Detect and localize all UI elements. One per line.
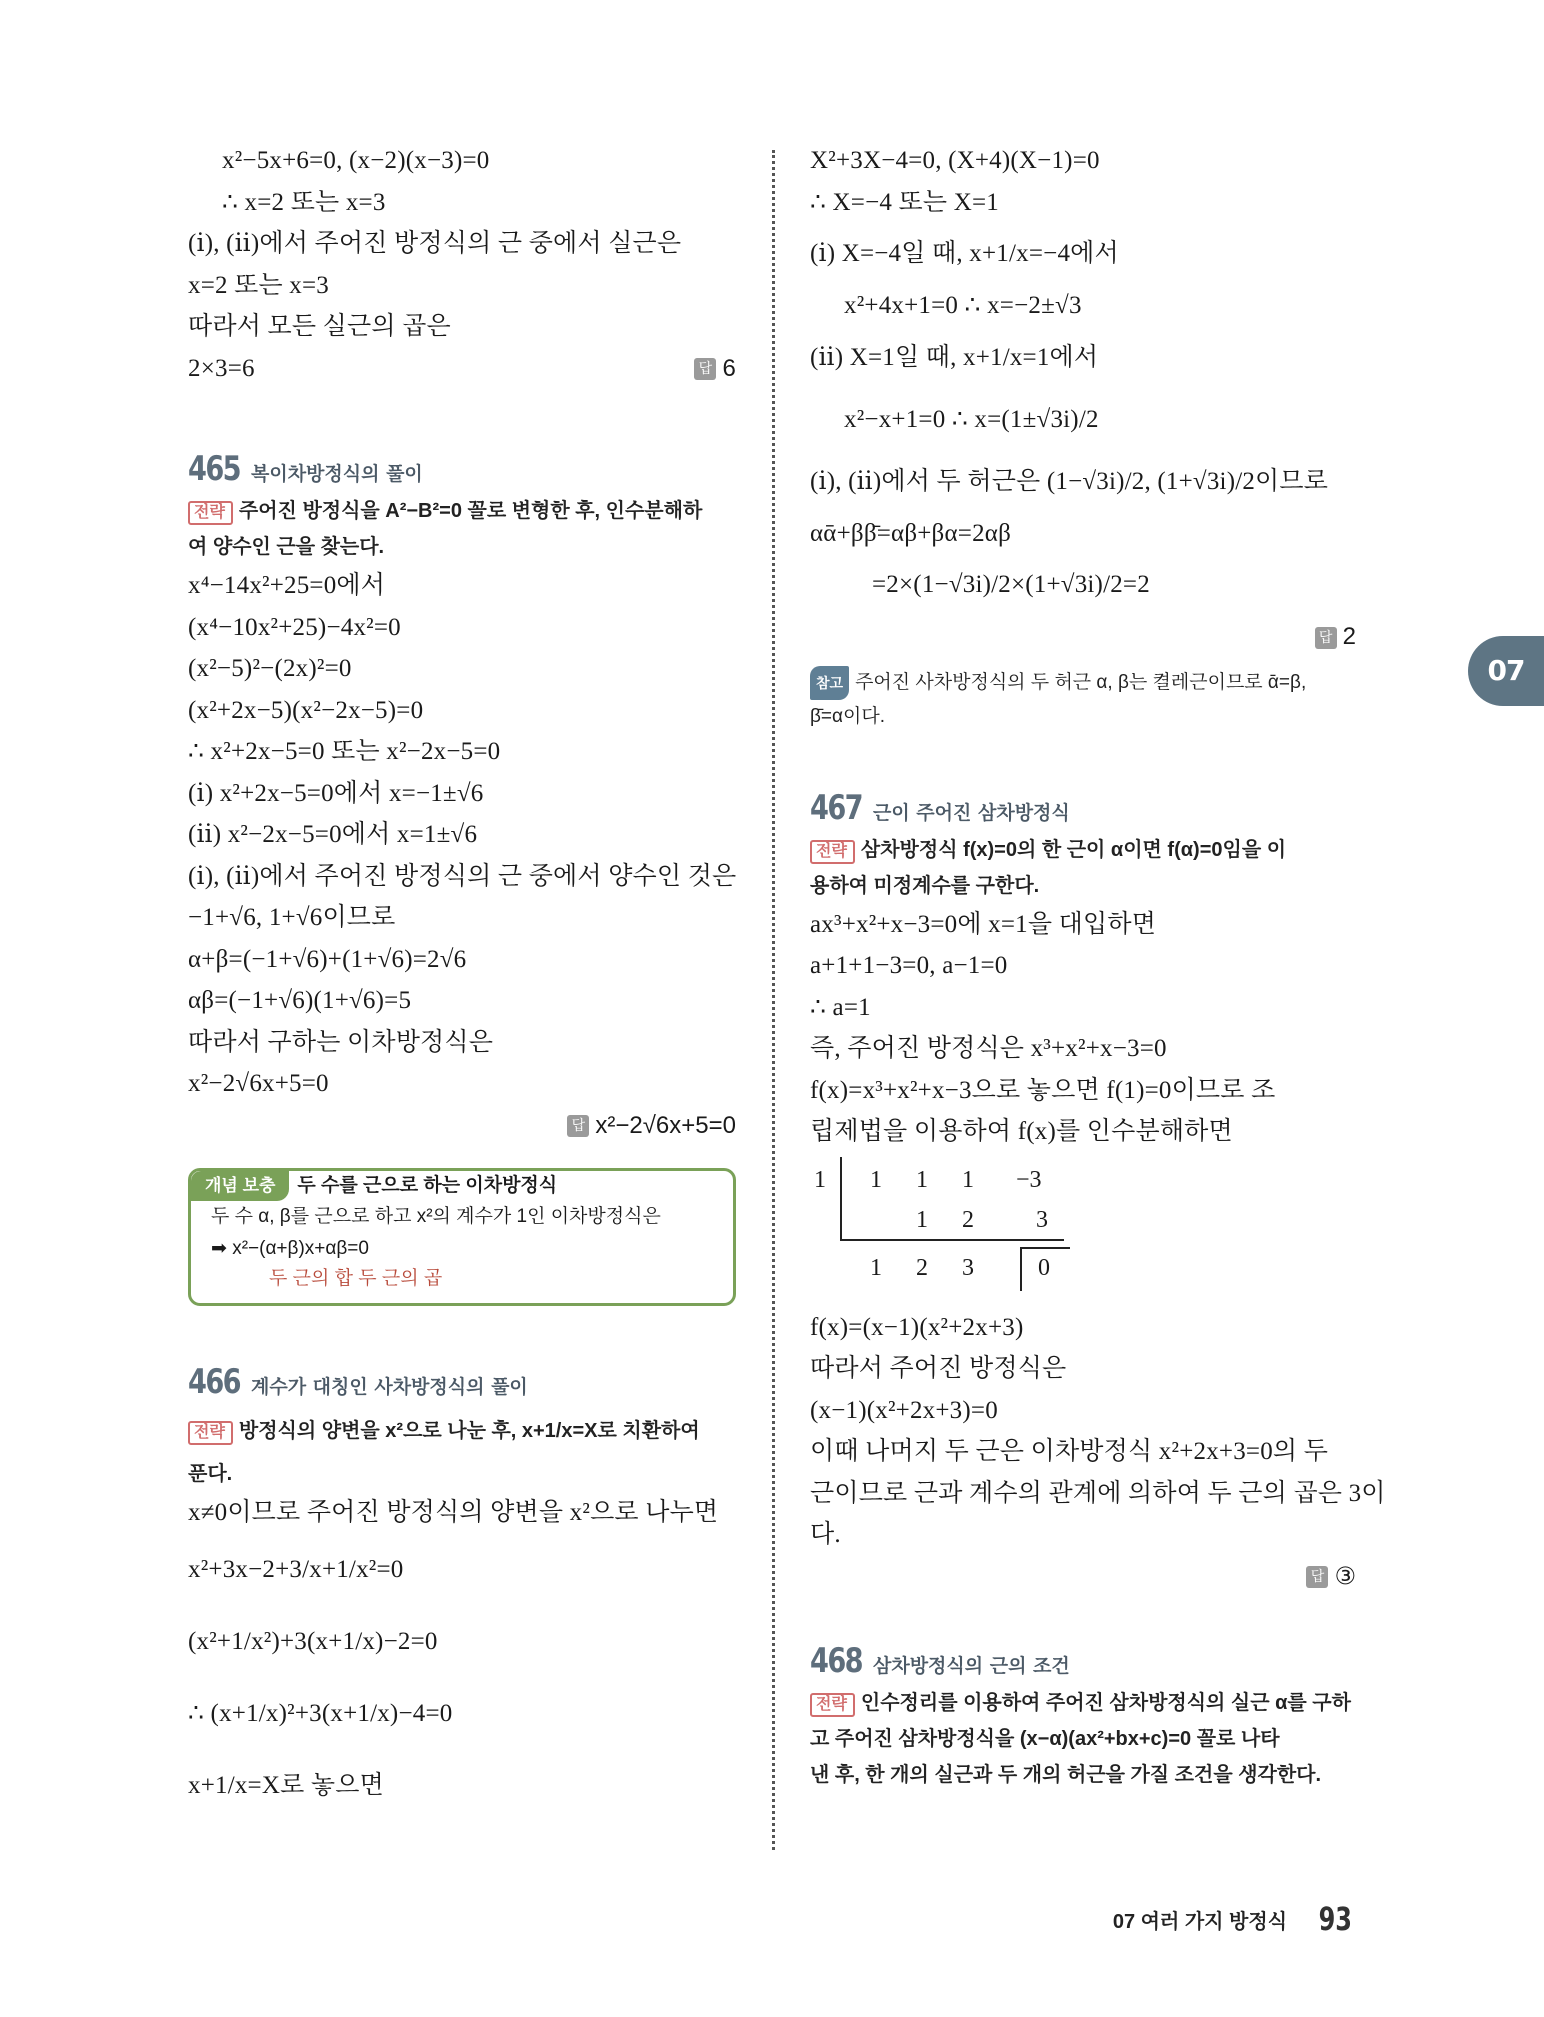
strategy-line: 낸 후, 한 개의 실근과 두 개의 허근을 가질 조건을 생각한다.: [810, 1764, 1322, 1786]
problem-number: 468: [810, 1641, 862, 1681]
concept-header: [191, 1171, 713, 1201]
text-line: (x²+2x−5)(x²−2x−5)=0: [188, 696, 424, 724]
strategy-line: 용하여 미정계수를 구한다.: [810, 874, 1040, 897]
synthetic-division: [810, 1157, 1356, 1307]
syn-cell: 1: [870, 1166, 882, 1193]
text-line-content: 2×3=6: [188, 354, 255, 382]
text-line: =2×(1−√3i)/2×(1+√3i)/2=2: [872, 571, 1150, 598]
right-column: [810, 140, 1386, 1793]
answer-value: ③: [1334, 1562, 1356, 1590]
problem-number: 467: [810, 787, 862, 828]
text-line: ∴ a=1: [810, 993, 871, 1021]
note-line: β̄=α이다.: [810, 705, 885, 727]
answer-466: [810, 616, 1356, 658]
text-line: x²+3x−2+3/x+1/x²=0: [188, 1555, 404, 1583]
strategy-tag: 전략: [188, 1421, 233, 1445]
text-line: (ⅰ), (ⅱ)에서 두 허근은 (1−√3i)/2, (1+√3i)/2이므로: [810, 467, 1329, 495]
problem-title: 근이 주어진 삼차방정식: [872, 801, 1070, 824]
strategy-line: [188, 493, 736, 529]
problem-466-header: [188, 1362, 736, 1402]
syn-cell: −3: [1016, 1166, 1042, 1193]
text-line: ∴ x²+2x−5=0 또는 x²−2x−5=0: [188, 738, 501, 765]
text-line: (ⅰ) x²+2x−5=0에서 x=−1±√6: [188, 779, 484, 807]
problem-title: 삼차방정식의 근의 조건: [872, 1655, 1070, 1677]
syn-cell: 1: [870, 1254, 882, 1281]
page-number: 93: [1319, 1900, 1353, 1938]
column-divider: [772, 150, 775, 1850]
strategy-line: 고 주어진 삼차방정식을 (x−α)(ax²+bx+c)=0 꼴로 나타: [810, 1728, 1280, 1750]
concept-body: 두 수 α, β를 근으로 하고 x²의 계수가 1인 이차방정식은: [211, 1206, 661, 1227]
strategy-tag: 전략: [810, 840, 855, 864]
text-line: (ⅰ), (ⅱ)에서 주어진 방정식의 근 중에서 양수인 것은: [188, 862, 737, 890]
answer-value: 2: [1342, 623, 1356, 650]
problem-467-header: [810, 788, 1356, 828]
text-line: (x²+1/x²)+3(x+1/x)−2=0: [188, 1627, 438, 1655]
text-line: 따라서 주어진 방정식은: [810, 1355, 1067, 1382]
text-line: ax³+x²+x−3=0에 x=1을 대입하면: [810, 910, 1157, 938]
syn-cell: 1: [962, 1166, 974, 1193]
text-line: αβ=(−1+√6)(1+√6)=5: [188, 987, 412, 1014]
strategy-text: 인수정리를 이용하여 주어진 삼차방정식의 실근 α를 구하: [860, 1692, 1351, 1714]
text-line: (ⅱ) x²−2x−5=0에서 x=1±√6: [188, 821, 478, 848]
syn-divisor: 1: [814, 1166, 826, 1193]
strategy-tag: 전략: [188, 501, 233, 525]
text-line: ∴ X=−4 또는 X=1: [810, 188, 999, 216]
left-column: [188, 140, 736, 1822]
text-line: x²−5x+6=0, (x−2)(x−3)=0: [222, 147, 490, 174]
strategy-line: 푼다.: [188, 1463, 233, 1485]
text-line: ∴ (x+1/x)²+3(x+1/x)−4=0: [188, 1699, 453, 1727]
note-text: 주어진 사차방정식의 두 허근 α, β는 켤레근이므로 ᾱ=β,: [855, 671, 1307, 693]
text-line: 립제법을 이용하여 f(x)를 인수분해하면: [810, 1118, 1233, 1145]
syn-horizontal-line: [840, 1239, 1064, 1241]
text-line: α+β=(−1+√6)+(1+√6)=2√6: [188, 945, 467, 973]
text-line: 근이므로 근과 계수의 관계에 의하여 두 근의 곱은 3이: [810, 1479, 1386, 1507]
strategy-text: 주어진 방정식을 A²−B²=0 꼴로 변형한 후, 인수분해하: [238, 500, 703, 522]
text-line: (x−1)(x²+2x+3)=0: [810, 1396, 998, 1424]
concept-box: [188, 1168, 736, 1306]
text-line: x+1/x=X로 놓으면: [188, 1771, 384, 1799]
text-line: αᾱ+ββ̄=αβ+βα=2αβ: [810, 519, 1011, 547]
text-line: ∴ x=2 또는 x=3: [222, 188, 386, 216]
syn-cell: 3: [962, 1254, 974, 1281]
answer-467: [810, 1556, 1356, 1598]
text-line: f(x)=x³+x²+x−3으로 놓으면 f(1)=0이므로 조: [810, 1076, 1276, 1104]
strategy-line: [188, 1406, 736, 1456]
footer-chapter-title: 07 여러 가지 방정식: [1112, 1910, 1288, 1933]
text-line: 따라서 구하는 이차방정식은: [188, 1028, 494, 1056]
text-line: (ⅰ) X=−4일 때, x+1/x=−4에서: [810, 240, 1119, 267]
text-line: (x⁴−10x²+25)−4x²=0: [188, 613, 401, 641]
syn-cell: 2: [962, 1206, 974, 1233]
note-tag: 참고: [810, 666, 849, 700]
text-line: (x²−5)²−(2x)²=0: [188, 655, 352, 682]
text-line: −1+√6, 1+√6이므로: [188, 904, 396, 931]
concept-under: 두 근의 합 두 근의 곱: [269, 1268, 443, 1289]
syn-cell: 0: [1038, 1254, 1050, 1281]
page-footer: [1113, 1900, 1358, 1938]
strategy-tag: 전략: [810, 1693, 855, 1717]
strategy-line: 여 양수인 근을 찾는다.: [188, 536, 385, 558]
text-line: (ⅱ) X=1일 때, x+1/x=1에서: [810, 343, 1099, 371]
text-line: x²+4x+1=0 ∴ x=−2±√3: [844, 292, 1082, 319]
text-line: [188, 348, 736, 390]
chapter-tab: 07: [1468, 636, 1544, 706]
strategy-line: [810, 1685, 1356, 1721]
syn-remainder-left: [1020, 1247, 1022, 1291]
concept-title: 두 수를 근으로 하는 이차방정식: [297, 1175, 558, 1196]
concept-tag: 개념 보충: [191, 1171, 289, 1201]
problem-title: 복이차방정식의 풀이: [250, 463, 423, 485]
answer-badge: 답: [567, 1115, 589, 1137]
concept-formula: ➡ x²−(α+β)x+αβ=0: [211, 1238, 369, 1259]
syn-cell: 1: [916, 1166, 928, 1193]
text-line: 따라서 모든 실근의 곱은: [188, 313, 451, 340]
problem-465-header: [188, 449, 736, 489]
text-line: a+1+1−3=0, a−1=0: [810, 952, 1008, 979]
text-line: x²−2√6x+5=0: [188, 1070, 329, 1097]
text-line: 즉, 주어진 방정식은 x³+x²+x−3=0: [810, 1035, 1167, 1062]
text-line: x⁴−14x²+25=0에서: [188, 572, 386, 599]
strategy-line: [810, 832, 1356, 868]
syn-cell: 2: [916, 1254, 928, 1281]
syn-cell: 3: [1036, 1206, 1048, 1233]
note-line: [810, 666, 1356, 700]
answer-prev: [694, 348, 736, 390]
text-line: f(x)=(x−1)(x²+2x+3): [810, 1313, 1024, 1341]
problem-title: 계수가 대칭인 사차방정식의 풀이: [250, 1376, 528, 1398]
syn-cell: 1: [916, 1206, 928, 1233]
problem-number: 465: [188, 449, 240, 489]
text-line: x=2 또는 x=3: [188, 271, 329, 299]
problem-number: 466: [188, 1362, 240, 1402]
text-line: x≠0이므로 주어진 방정식의 양변을 x²으로 나누면: [188, 1499, 719, 1526]
answer-value: x²−2√6x+5=0: [595, 1111, 736, 1139]
answer-badge: 답: [1315, 627, 1337, 649]
text-line: 다.: [810, 1521, 841, 1548]
strategy-text: 방정식의 양변을 x²으로 나눈 후, x+1/x=X로 치환하여: [238, 1420, 700, 1442]
strategy-text: 삼차방정식 f(x)=0의 한 근이 α이면 f(α)=0임을 이: [860, 838, 1287, 861]
text-line: 이때 나머지 두 근은 이차방정식 x²+2x+3=0의 두: [810, 1438, 1329, 1465]
text-line: (ⅰ), (ⅱ)에서 주어진 방정식의 근 중에서 실근은: [188, 230, 682, 257]
answer-value: 6: [722, 354, 736, 382]
syn-remainder-top: [1020, 1247, 1070, 1249]
problem-468-header: [810, 1641, 1356, 1681]
text-line: X²+3X−4=0, (X+4)(X−1)=0: [810, 147, 1100, 174]
text-line: x²−x+1=0 ∴ x=(1±√3i)/2: [844, 405, 1099, 433]
syn-vertical-line: [840, 1157, 842, 1239]
answer-465: [188, 1105, 736, 1147]
answer-badge: 답: [1306, 1566, 1328, 1588]
answer-badge: 답: [694, 358, 716, 380]
